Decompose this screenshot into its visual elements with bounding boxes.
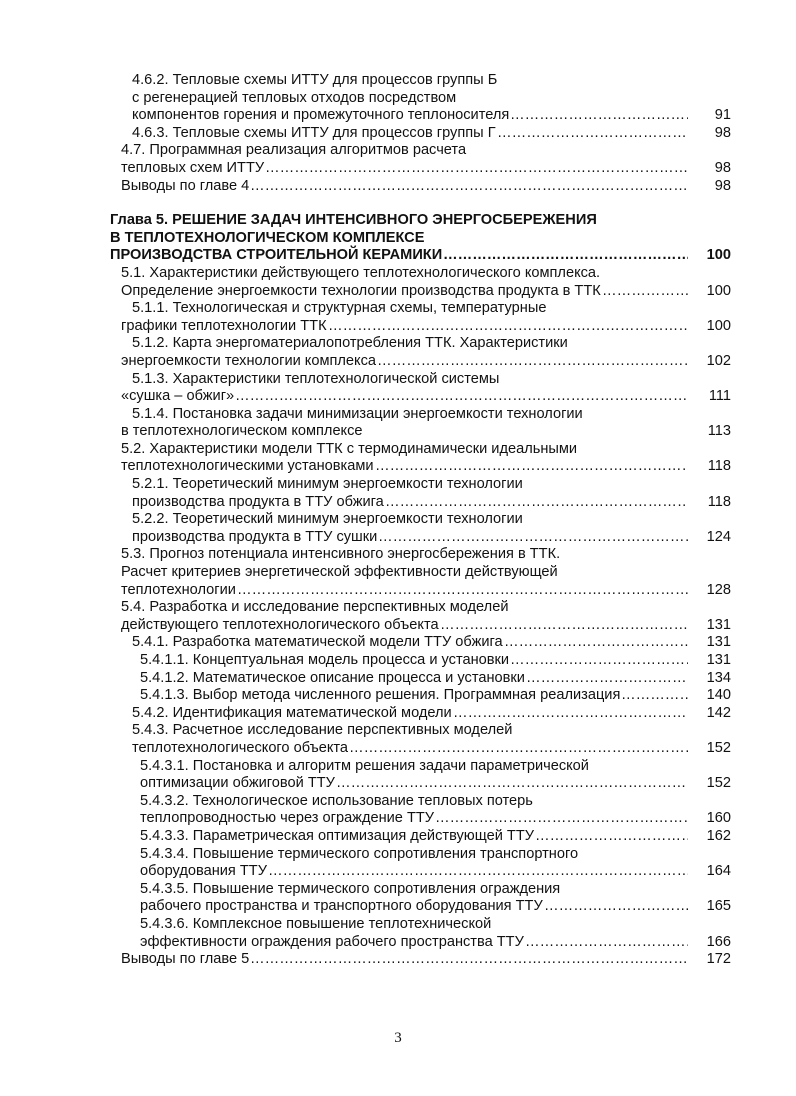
toc-leader-dots xyxy=(336,775,688,793)
toc-leader-dots xyxy=(526,670,688,688)
toc-entry-text: Определение энергоемкости технологии производства продукта в ТТК xyxy=(121,282,601,299)
toc-entry[interactable] xyxy=(0,722,796,757)
toc-entry[interactable] xyxy=(0,793,796,828)
toc-leader-dots xyxy=(504,634,688,652)
toc-leader-dots xyxy=(497,125,688,143)
toc-entry-text: 5.2.1. Теоретический минимум энергоемкости технологии xyxy=(132,476,523,493)
toc-leader-dots xyxy=(265,160,688,178)
toc-leader-dots xyxy=(621,687,688,705)
toc-entry-text: теплотехнологического объекта xyxy=(132,739,349,756)
toc-leader-dots xyxy=(235,388,688,406)
toc-entry-text: Выводы по главе 4 xyxy=(121,177,250,194)
toc-entry-text: теплотехнологии xyxy=(121,581,236,598)
toc-leader-dots xyxy=(453,705,688,723)
toc-leader-dots xyxy=(250,951,688,969)
toc-entry-text: 5.3. Прогноз потенциала интенсивного энергосбережения в ТТК. xyxy=(121,546,561,563)
toc-page-number: 134 xyxy=(706,669,731,686)
toc-entry-text: 5.4.3.4. Повышение термического сопротивления транспортного xyxy=(140,845,579,862)
toc-entry[interactable] xyxy=(0,441,796,476)
toc-entry[interactable] xyxy=(0,687,796,705)
toc-entry-text: в теплотехнологическом комплексе xyxy=(121,423,363,440)
toc-page-number: 100 xyxy=(706,282,731,299)
toc-entry-text: оборудования ТТУ xyxy=(140,863,267,880)
toc-leader-dots xyxy=(544,898,688,916)
toc-entry-text: 5.4.3. Расчетное исследование перспективных моделей xyxy=(132,722,513,739)
toc-entry-text: 5.4.3.2. Технологическое использование тепловых потерь xyxy=(140,792,533,809)
toc-entry[interactable] xyxy=(0,476,796,511)
toc-entry-text: 5.4.2. Идентификация математической модели xyxy=(132,704,452,721)
toc-entry-text: 5.4.3.3. Параметрическая оптимизация действующей ТТУ xyxy=(140,827,535,844)
toc-page-number: 165 xyxy=(706,898,731,915)
toc-entry-text: 5.4.1.1. Концептуальная модель процесса и установки xyxy=(140,652,510,668)
toc-page-number: 131 xyxy=(706,652,731,668)
toc-entry-text: 5.4.3.5. Повышение термического сопротивления ограждения xyxy=(140,880,561,897)
toc-page-number: 128 xyxy=(706,581,731,598)
toc-entry[interactable] xyxy=(0,335,796,370)
toc-leader-dots xyxy=(443,247,688,265)
toc-entry[interactable] xyxy=(0,652,796,670)
toc-page-number: 118 xyxy=(707,493,731,510)
toc-leader-dots xyxy=(237,582,688,600)
toc-entry-text: Расчет критериев энергетической эффективности действующей xyxy=(121,564,558,581)
toc-entry-text: 4.6.3. Тепловые схемы ИТТУ для процессов группы Г xyxy=(132,124,496,141)
toc-entry-text: «сушка – обжиг» xyxy=(121,388,235,405)
toc-page-number: 113 xyxy=(707,423,731,440)
toc-entry-text: производства продукта в ТТУ сушки xyxy=(132,528,378,545)
toc-leader-dots xyxy=(349,740,688,758)
toc-page-number: 102 xyxy=(706,352,731,369)
toc-entry-text: с регенерацией тепловых отходов посредством xyxy=(132,89,457,106)
toc-page-number: 162 xyxy=(706,827,731,844)
toc-leader-dots xyxy=(435,810,688,828)
toc-entry-text: 5.1.2. Карта энергоматериалопотребления ТТК. Характеристики xyxy=(132,335,568,352)
toc-entry-text: 5.4.3.6. Комплексное повышение теплотехнической xyxy=(140,915,492,932)
toc-leader-dots xyxy=(377,353,688,371)
toc-leader-dots xyxy=(510,107,688,125)
toc-page-number: 91 xyxy=(714,107,731,124)
toc-page-number: 124 xyxy=(706,528,731,545)
toc-entry-text: действующего теплотехнологического объекта xyxy=(121,616,439,633)
toc-leader-dots xyxy=(510,652,688,670)
toc-entry-text: Глава 5. РЕШЕНИЕ ЗАДАЧ ИНТЕНСИВНОГО ЭНЕРГОСБЕРЕЖЕНИЯ xyxy=(110,212,597,229)
toc-page-number: 98 xyxy=(714,159,731,176)
toc-page-number: 131 xyxy=(706,634,731,651)
toc-entry[interactable] xyxy=(0,881,796,916)
toc-entry[interactable] xyxy=(0,300,796,335)
toc-entry[interactable] xyxy=(0,125,796,143)
toc-entry[interactable] xyxy=(0,546,796,599)
toc-entry[interactable] xyxy=(0,265,796,300)
toc-entry[interactable] xyxy=(0,142,796,177)
toc-entry-text: 5.2. Характеристики модели ТТК с термодинамически идеальными xyxy=(121,440,578,457)
toc-page-number: 140 xyxy=(706,687,731,704)
toc-entry[interactable] xyxy=(0,511,796,546)
toc-entry-text: 5.1. Характеристики действующего теплотехнологического комплекса. xyxy=(121,264,601,281)
toc-entry-text: оптимизации обжиговой ТТУ xyxy=(140,775,335,792)
toc-leader-dots xyxy=(328,318,688,336)
toc-entry[interactable] xyxy=(0,828,796,846)
toc-entry-text: эффективности ограждения рабочего пространства ТТУ xyxy=(140,933,524,950)
toc-leader-dots xyxy=(268,863,688,881)
toc-entry[interactable] xyxy=(0,178,796,196)
toc-leader-dots xyxy=(602,283,688,301)
section-gap xyxy=(0,195,796,212)
toc-page-number: 111 xyxy=(708,388,731,405)
toc-entry-text: теплотехнологическими установками xyxy=(121,458,374,475)
toc-page-number: 98 xyxy=(714,124,731,141)
toc-entry[interactable] xyxy=(0,846,796,881)
toc-entry[interactable] xyxy=(0,371,796,406)
toc-page-number: 160 xyxy=(706,810,731,827)
toc-entry[interactable] xyxy=(0,758,796,793)
toc-entry-text: компонентов горения и промежуточного теплоносителя xyxy=(132,107,510,124)
toc-entry[interactable] xyxy=(0,406,796,441)
toc-page-number: 118 xyxy=(707,458,731,475)
table-of-contents xyxy=(0,72,796,969)
toc-entry-text: 5.4.1. Разработка математической модели ТТУ обжига xyxy=(132,634,503,651)
toc-chapter-heading[interactable] xyxy=(0,212,796,265)
toc-entry-text: теплопроводностью через ограждение ТТУ xyxy=(140,810,435,827)
toc-entry-text: 4.7. Программная реализация алгоритмов расчета xyxy=(121,142,467,159)
toc-entry-text: тепловых схем ИТТУ xyxy=(121,159,265,176)
toc-leader-dots xyxy=(525,934,688,952)
toc-entry-text: 5.2.2. Теоретический минимум энергоемкости технологии xyxy=(132,511,523,528)
toc-page-number: 166 xyxy=(706,933,731,950)
toc-leader-dots xyxy=(375,458,688,476)
toc-leader-dots xyxy=(378,529,688,547)
toc-page-number: 98 xyxy=(714,177,731,194)
toc-leader-dots xyxy=(250,178,688,196)
toc-entry[interactable] xyxy=(0,670,796,688)
toc-entry-text: 5.4.3.1. Постановка и алгоритм решения задачи параметрической xyxy=(140,757,589,774)
toc-entry-text: 5.1.3. Характеристики теплотехнологической системы xyxy=(132,370,500,387)
toc-entry-text: 4.6.2. Тепловые схемы ИТТУ для процессов группы Б xyxy=(132,72,498,88)
toc-entry[interactable] xyxy=(0,599,796,634)
toc-entry-text: рабочего пространства и транспортного оборудования ТТУ xyxy=(140,898,543,915)
toc-entry-text: 5.4.1.2. Математическое описание процесса и установки xyxy=(140,669,525,686)
toc-entry-text: 5.4. Разработка и исследование перспективных моделей xyxy=(121,599,509,616)
toc-entry-text: 5.1.4. Постановка задачи минимизации энергоемкости технологии xyxy=(132,405,583,422)
toc-leader-dots xyxy=(535,828,688,846)
toc-entry[interactable] xyxy=(0,916,796,951)
toc-page-number: 131 xyxy=(706,616,731,633)
toc-page-number: 152 xyxy=(706,739,731,756)
toc-entry[interactable] xyxy=(0,72,796,125)
page-number: 3 xyxy=(394,1030,402,1046)
toc-page-number: 164 xyxy=(706,863,731,880)
toc-entry-text: Выводы по главе 5 xyxy=(121,951,250,968)
toc-entry[interactable] xyxy=(0,951,796,969)
toc-entry[interactable] xyxy=(0,634,796,652)
toc-page-number: 142 xyxy=(706,704,731,721)
toc-leader-dots xyxy=(385,494,688,512)
toc-entry-text: энергоемкости технологии комплекса xyxy=(121,352,376,369)
toc-page-number: 172 xyxy=(706,951,731,968)
toc-entry[interactable] xyxy=(0,705,796,723)
toc-entry-text: ПРОИЗВОДСТВА СТРОИТЕЛЬНОЙ КЕРАМИКИ xyxy=(110,247,443,264)
toc-entry-text: 5.4.1.3. Выбор метода численного решения. Программная реализация xyxy=(140,687,621,704)
toc-entry-text: производства продукта в ТТУ обжига xyxy=(132,493,384,510)
toc-page-number: 100 xyxy=(706,247,731,264)
toc-entry-text: В ТЕПЛОТЕХНОЛОГИЧЕСКОМ КОМПЛЕКСЕ xyxy=(110,229,425,246)
toc-page-number: 100 xyxy=(706,317,731,334)
toc-entry-text: графики теплотехнологии ТТК xyxy=(121,317,327,334)
toc-entry-text: 5.1.1. Технологическая и структурная схемы, температурные xyxy=(132,300,547,317)
toc-page-number: 152 xyxy=(706,775,731,792)
toc-leader-dots xyxy=(440,617,688,635)
